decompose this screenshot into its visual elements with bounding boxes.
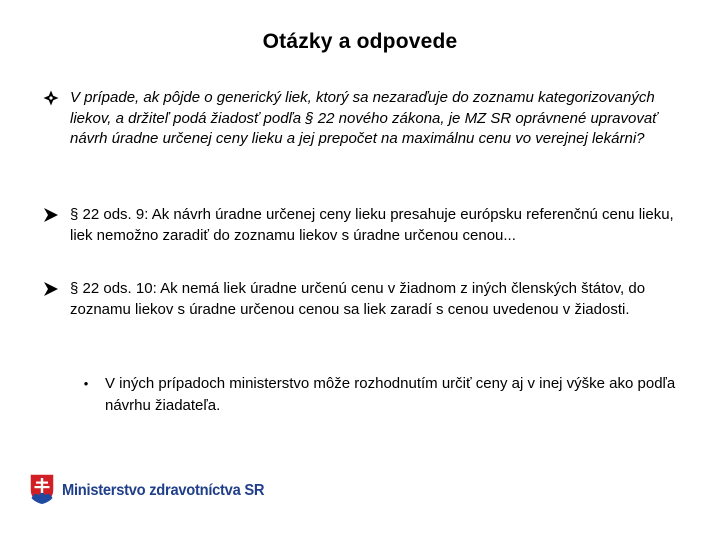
answer-block-2 [40, 279, 690, 320]
slovak-coat-of-arms-icon [28, 473, 56, 510]
sub-point [80, 373, 680, 417]
arrowhead-bullet-icon [40, 205, 62, 225]
answer-text-1: § 22 ods. 9: Ak návrh úradne určenej ceny lieku presahuje európsku referenčnú cenu lieku, liek nemožno zaradiť do zoznamu liekov s úradne určenou cenou... [70, 206, 674, 244]
ministry-logo-text: Ministerstvo zdravotníctva SR [62, 482, 265, 499]
arrowhead-bullet-icon [40, 279, 62, 299]
question-block [40, 88, 690, 150]
diamond-clover-bullet-icon [40, 88, 62, 108]
sub-point-text: V iných prípadoch ministerstvo môže rozhodnutím určiť ceny aj v inej výške ako podľa návrhu žiadateľa. [105, 375, 676, 414]
ministry-logo [28, 474, 282, 508]
sub-point-bullet: • [83, 376, 89, 391]
question-text: V prípade, ak pôjde o generický liek, ktorý sa nezaraďuje do zoznamu kategorizovaných liekov, a držiteľ podá žiadosť podľa § 22 nového zákona, je MZ SR oprávnené upravovať návrh úradne určenej ceny lieku a jej prepočet na maximálnu cenu vo verejnej lekárni? [70, 89, 658, 147]
answer-text-2: § 22 ods. 10: Ak nemá liek úradne určenú cenu v žiadnom z iných členských štátov, do zoznamu liekov s úradne určenou cenou sa liek zaradí s cenou uvedenou v žiadosti. [70, 280, 646, 318]
page-title: Otázky a odpovede [262, 30, 458, 53]
answer-block-1 [40, 205, 690, 246]
